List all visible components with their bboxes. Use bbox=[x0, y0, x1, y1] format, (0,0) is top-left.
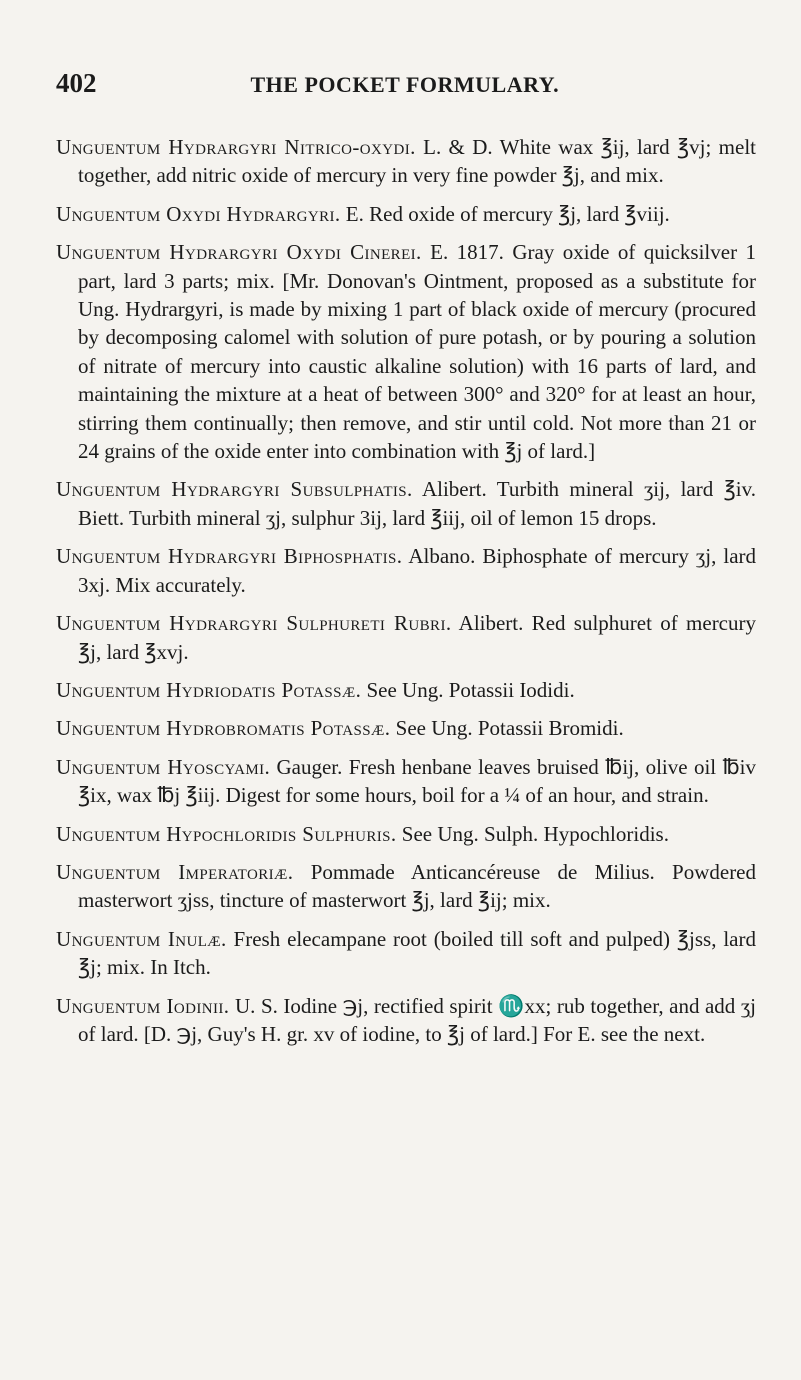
entry-ung-hydrargyri-sulphureti-rubri bbox=[56, 609, 756, 666]
entry-title: Unguentum Imperatoriæ. bbox=[56, 859, 294, 884]
entry-title: Unguentum Hydrargyri Subsulphatis. bbox=[56, 477, 413, 502]
entry-body: Alibert. Red sulphuret of mercury ℥j, lard ℥xvj. bbox=[78, 611, 756, 664]
entry-body: See Ung. Potassii Bromidi. bbox=[395, 716, 624, 741]
entry-body: U. S. Iodine ℈j, rectified spirit ♏xx; rub together, and add ʒj of lard. [D. ℈j, Guy's H. gr. xv of iodine, to ℥j of lard.] For E. see the next. bbox=[78, 993, 756, 1046]
entry-body: Albano. Biphosphate of mercury ʒj, lard 3xj. Mix accurately. bbox=[78, 544, 757, 597]
entry-title: Unguentum Inulæ. bbox=[56, 926, 227, 951]
entry-title: Unguentum Hypochloridis Sulphuris. bbox=[56, 821, 397, 846]
entry-ung-hydriodatis-potassae bbox=[56, 676, 756, 704]
entry-ung-hydrargyri-nitrico-oxydi bbox=[56, 133, 756, 190]
entry-ung-oxydi-hydrargyri bbox=[56, 200, 756, 228]
entry-ung-hydrobromatis-potassae bbox=[56, 714, 756, 742]
entry-title: Unguentum Hydrargyri Biphosphatis. bbox=[56, 544, 403, 569]
entry-ung-hyoscyami bbox=[56, 753, 756, 810]
entry-ung-inulae bbox=[56, 925, 756, 982]
entry-title: Unguentum Hydrobromatis Potassæ. bbox=[56, 716, 391, 741]
entry-ung-hypochloridis-sulphuris bbox=[56, 820, 756, 848]
entry-title: Unguentum Hydrargyri Sulphureti Rubri. bbox=[56, 611, 452, 636]
entry-title: Unguentum Hydriodatis Potassæ. bbox=[56, 677, 362, 702]
entry-title: Unguentum Hydrargyri Oxydi Cinerei. bbox=[56, 240, 422, 265]
entry-ung-imperatoriae bbox=[56, 858, 756, 915]
entry-body: E. 1817. Gray oxide of quicksilver 1 part, lard 3 parts; mix. [Mr. Donovan's Ointment, proposed as a substitute for Ung. Hydrargyri, is made by mixing 1 part of black oxide of mercury (procured by decomposing calomel with solution of pure potash, or by pouring a solution of nitrate of mercury into caustic alkaline solution) with 16 parts of lard, and maintaining the mixture at a heat of between 300° and 320° for at least an hour, stirring them continually; then remove, and stir until cold. Not more than 21 or 24 grains of the oxide enter into combination with ℥j of lard.] bbox=[78, 240, 756, 464]
entry-body: See Ung. Sulph. Hypochloridis. bbox=[401, 821, 669, 846]
entry-title: Unguentum Hyoscyami. bbox=[56, 754, 271, 779]
entry-body: Fresh elecampane root (boiled till soft and pulped) ℥jss, lard ℥j; mix. In Itch. bbox=[78, 926, 756, 980]
entry-title: Unguentum Hydrargyri Nitrico-oxydi. bbox=[56, 135, 416, 159]
entry-body: L. & D. White wax ℥ij, lard ℥vj; melt together, add nitric oxide of mercury in very fine powder ℥j, and mix. bbox=[78, 135, 756, 188]
page-number: 402 bbox=[56, 68, 97, 98]
entry-body: See Ung. Potassii Iodidi. bbox=[366, 677, 575, 702]
entry-ung-hydrargyri-biphosphatis bbox=[56, 542, 756, 599]
entry-body: Gauger. Fresh henbane leaves bruised ℔ij, olive oil ℔iv ℥ix, wax ℔j ℥iij. Digest for some hours, boil for a ¼ of an hour, and strain. bbox=[78, 754, 756, 808]
entry-title: Unguentum Iodinii. bbox=[56, 993, 230, 1018]
running-head: THE POCKET FORMULARY. bbox=[250, 72, 560, 97]
entry-title: Unguentum Oxydi Hydrargyri. bbox=[56, 201, 341, 226]
entry-ung-hydrargyri-oxydi-cinerei bbox=[56, 238, 756, 465]
page-header bbox=[56, 68, 757, 99]
formulary-entries bbox=[56, 133, 756, 1048]
entry-ung-iodinii bbox=[56, 992, 756, 1049]
entry-body: E. Red oxide of mercury ℥j, lard ℥viij. bbox=[345, 201, 670, 226]
entry-body: Alibert. Turbith mineral ʒij, lard ℥iv. Biett. Turbith mineral ʒj, sulphur 3ij, lard ℥iij, oil of lemon 15 drops. bbox=[78, 477, 757, 530]
entry-body: Pommade Anticancéreuse de Milius. Powdered masterwort ʒjss, tincture of masterwort ℥j, lard ℥ij; mix. bbox=[78, 859, 757, 913]
entry-ung-hydrargyri-subsulphatis bbox=[56, 475, 756, 532]
